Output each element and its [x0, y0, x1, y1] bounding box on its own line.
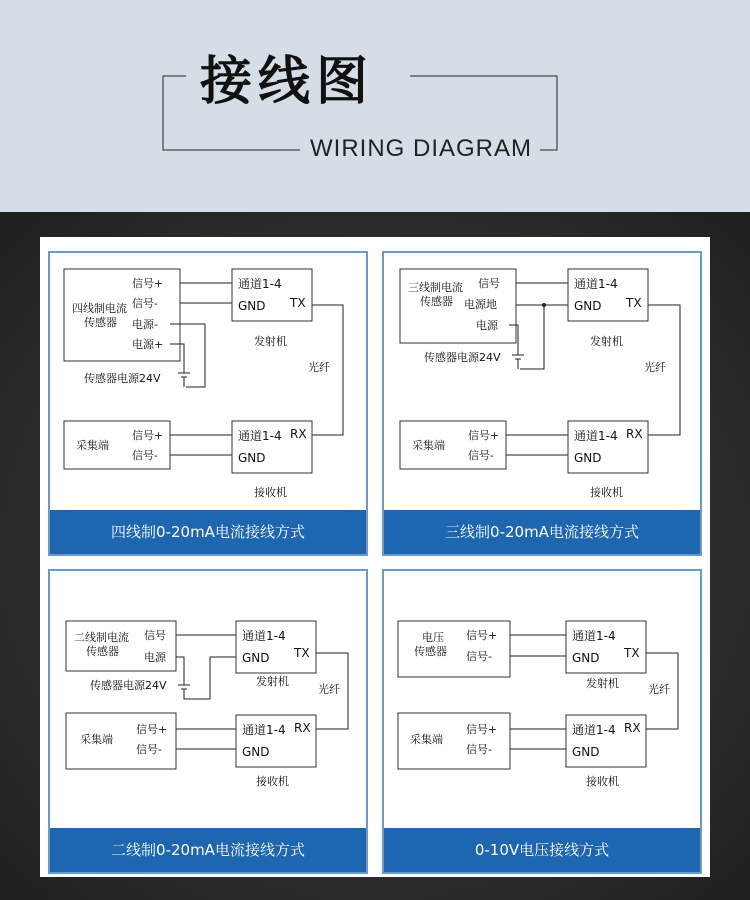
tx-channel: 通道1-4: [242, 629, 286, 643]
rx-channel: 通道1-4: [238, 429, 282, 443]
terminal-label: 信号+: [136, 723, 168, 736]
rx-channel: 通道1-4: [572, 723, 616, 737]
tx-port: TX: [294, 646, 310, 660]
terminal-label: 信号-: [466, 650, 492, 663]
power-label: 传感器电源24V: [90, 679, 167, 692]
collector-label: 采集端: [412, 439, 445, 452]
transmitter-label: 发射机: [590, 335, 623, 348]
rx-gnd: GND: [572, 745, 600, 759]
sensor-label: 传感器: [84, 316, 117, 329]
terminal-label: 信号-: [468, 449, 494, 462]
sensor-label: 传感器: [414, 645, 447, 658]
terminal-label: 信号+: [132, 429, 164, 442]
rx-gnd: GND: [574, 451, 602, 465]
terminal-label: 电源-: [132, 318, 158, 331]
panel-caption: 0-10V电压接线方式: [384, 828, 700, 872]
three-wire-diagram: [384, 253, 700, 509]
fiber-label: 光纤: [308, 361, 330, 374]
fiber-label: 光纤: [648, 683, 670, 696]
power-label: 传感器电源24V: [424, 351, 501, 364]
tx-gnd: GND: [574, 299, 602, 313]
panel-two-wire: [48, 569, 368, 874]
fiber-label: 光纤: [318, 683, 340, 696]
tx-gnd: GND: [242, 651, 270, 665]
rx-channel: 通道1-4: [574, 429, 618, 443]
rx-channel: 通道1-4: [242, 723, 286, 737]
panel-four-wire: [48, 251, 368, 556]
rx-port: RX: [626, 427, 643, 441]
terminal-label: 电源: [144, 651, 166, 664]
sensor-label: 传感器: [420, 295, 453, 308]
terminal-label: 信号+: [468, 429, 500, 442]
tx-channel: 通道1-4: [572, 629, 616, 643]
tx-port: TX: [290, 296, 306, 310]
terminal-label: 信号-: [136, 743, 162, 756]
rx-gnd: GND: [238, 451, 266, 465]
four-wire-diagram: [50, 253, 366, 509]
sensor-label: 三线制电流: [408, 281, 463, 294]
transmitter-label: 发射机: [254, 335, 287, 348]
rx-gnd: GND: [242, 745, 270, 759]
rx-port: RX: [624, 721, 641, 735]
tx-port: TX: [626, 296, 642, 310]
transmitter-label: 发射机: [256, 675, 289, 688]
tx-port: TX: [624, 646, 640, 660]
collector-label: 采集端: [80, 733, 113, 746]
fiber-label: 光纤: [644, 361, 666, 374]
panel-caption: 二线制0-20mA电流接线方式: [50, 828, 366, 872]
terminal-label: 信号: [144, 629, 166, 642]
panel-caption: 三线制0-20mA电流接线方式: [384, 510, 700, 554]
sensor-label: 传感器: [86, 645, 119, 658]
page-subtitle: WIRING DIAGRAM: [310, 135, 532, 162]
voltage-diagram: [384, 571, 700, 827]
terminal-label: 信号+: [466, 629, 498, 642]
two-wire-diagram: [50, 571, 366, 827]
rx-port: RX: [294, 721, 311, 735]
terminal-label: 信号+: [132, 277, 164, 290]
panel-three-wire: [382, 251, 702, 556]
terminal-label: 信号-: [132, 297, 158, 310]
terminal-label: 信号-: [466, 743, 492, 756]
receiver-label: 接收机: [586, 775, 619, 788]
collector-label: 采集端: [76, 439, 109, 452]
receiver-label: 接收机: [256, 775, 289, 788]
header-frame: [0, 0, 750, 212]
terminal-label: 信号+: [466, 723, 498, 736]
terminal-label: 电源: [476, 319, 498, 332]
header-banner: [0, 0, 750, 212]
terminal-label: 信号-: [132, 449, 158, 462]
tx-channel: 通道1-4: [574, 277, 618, 291]
panel-voltage: [382, 569, 702, 874]
panel-caption: 四线制0-20mA电流接线方式: [50, 510, 366, 554]
transmitter-label: 发射机: [586, 677, 619, 690]
sensor-label: 二线制电流: [74, 631, 129, 644]
sensor-label: 电压: [422, 631, 444, 644]
page-title: 接线图: [200, 52, 375, 112]
terminal-label: 电源+: [132, 338, 164, 351]
rx-port: RX: [290, 427, 307, 441]
receiver-label: 接收机: [590, 486, 623, 499]
tx-channel: 通道1-4: [238, 277, 282, 291]
receiver-label: 接收机: [254, 486, 287, 499]
terminal-label: 信号: [478, 277, 500, 290]
power-label: 传感器电源24V: [84, 372, 161, 385]
tx-gnd: GND: [572, 651, 600, 665]
collector-label: 采集端: [410, 733, 443, 746]
tx-gnd: GND: [238, 299, 266, 313]
terminal-label: 电源地: [464, 298, 497, 311]
sensor-label: 四线制电流: [72, 302, 127, 315]
